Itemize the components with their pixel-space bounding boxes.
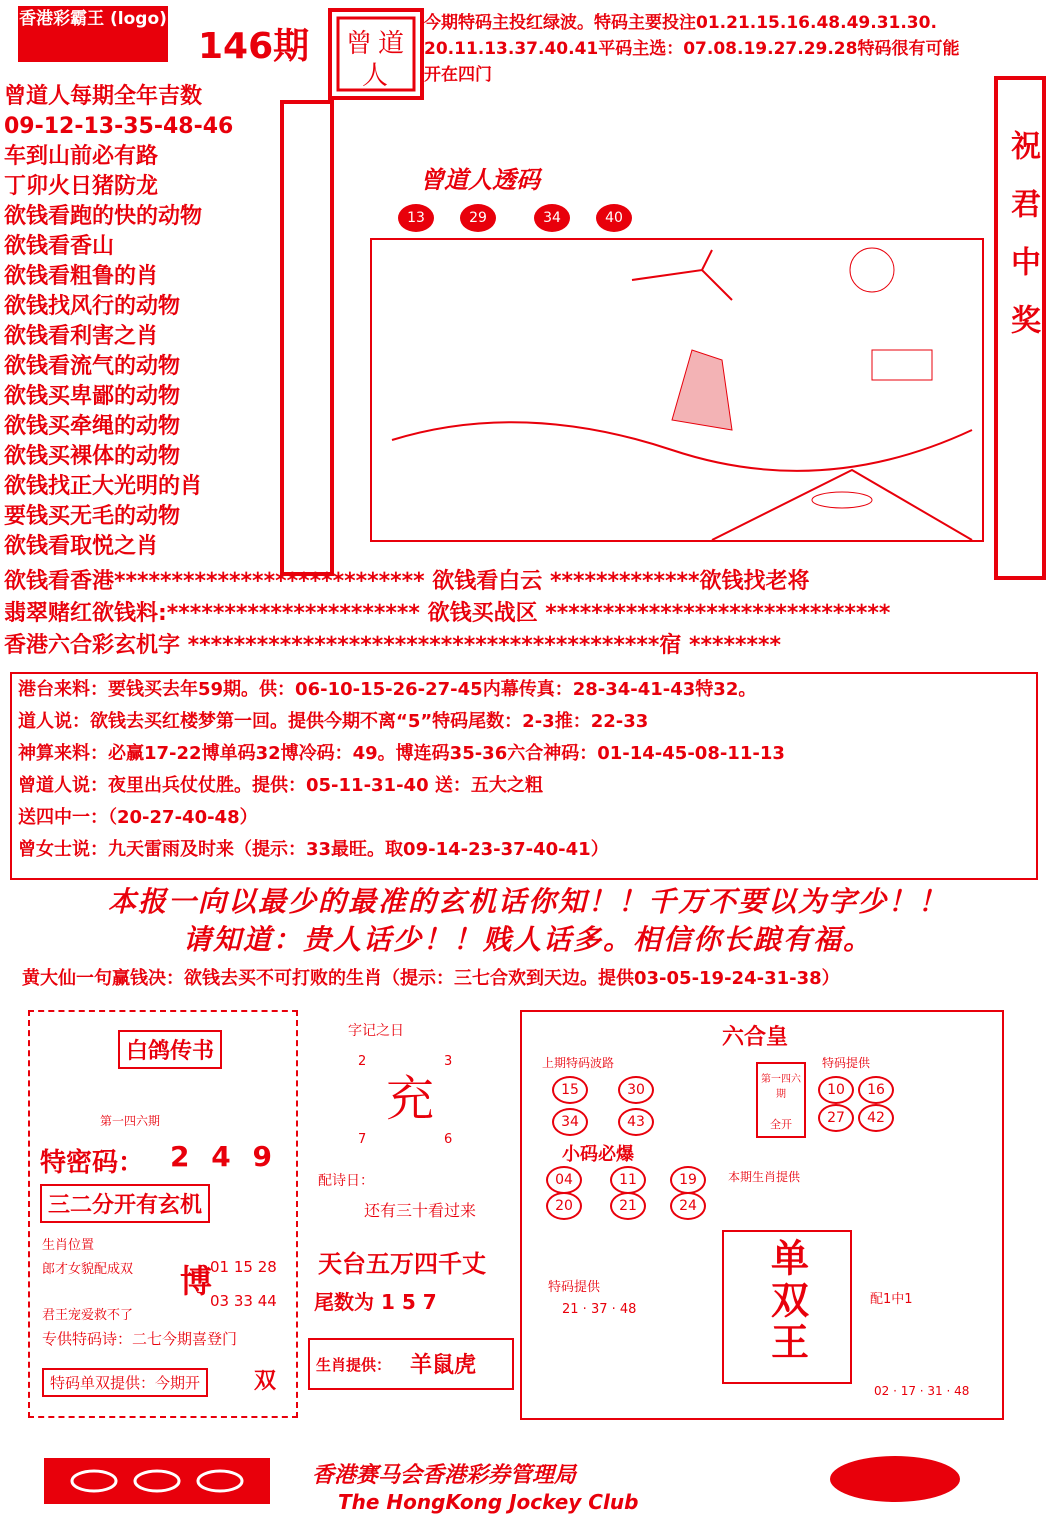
last-ball: 34 [552,1108,588,1136]
panel-left-title: 白鸽传书 [118,1030,222,1069]
last-ball: 30 [618,1076,654,1104]
hint-line: 要钱买无毛的动物 [4,504,181,529]
hint-line: 欲钱看取悦之肖 [4,534,159,559]
info-box [10,672,1038,880]
hint-line: 09-12-13-35-48-46 [4,114,234,139]
poem-line: 郎才女貌配成双 [42,1262,134,1277]
big-character: 充 [386,1071,435,1127]
slogan-line: 请知道：贵人话少！！贱人话多。相信你长踉有福。 [182,923,873,956]
last-ball: 43 [618,1108,654,1136]
special-ball: 16 [858,1076,894,1104]
special-ball: 27 [818,1104,854,1132]
odd-even-value: 双 [254,1369,277,1394]
corner-number: 7 [358,1132,367,1147]
slogan-line: 本报一向以最少的最准的玄机话你知！！千万不要以为字少！！ [107,885,948,918]
lucky-ball: 40 [596,204,632,232]
svg-text:道: 道 [378,29,405,59]
cloud-pattern-icon [44,1458,270,1504]
hint-line: 欲钱看香山 [4,234,115,259]
hint-line: 丁卯火日猪防龙 [4,174,159,199]
middle-hint-lines [4,566,1044,662]
number-row: 03 33 44 [210,1292,277,1310]
tail-number: 尾数为 1 5 7 [314,1290,437,1314]
corner-number: 2 [358,1054,367,1069]
last-issue-label: 上期特码波路 [542,1056,615,1070]
logo-text: 香港彩霸王 (logo) [19,9,167,29]
panel-right [520,1010,1004,1420]
landscape-illustration-icon [372,240,982,540]
info-line: 送四中一：（20-27-40-48） [18,807,258,828]
status-text: 全开 [770,1118,792,1131]
hint-line: 欲钱买卑鄙的动物 [4,384,181,409]
panel-left [28,1010,298,1418]
sp-label: 特码提供 [548,1280,601,1295]
special-code-numbers: 2 4 9 [170,1140,278,1173]
seal-stamp [328,8,424,100]
big-line: 天台五万四千丈 [318,1250,486,1278]
info-line: 曾女士说：九天雷雨及时来（提示：33最旺。取09-14-23-37-40-41） [18,839,609,860]
hint-line: 欲钱看跑的快的动物 [4,204,203,229]
left-pillar [280,100,334,576]
info-line: 曾道人说：夜里出兵仗仗胜。提供：05-11-31-40 送：五大之粗 [18,775,543,796]
footer-en: The HongKong Jockey Club [338,1490,639,1514]
newspaper-logo [18,6,168,62]
corner-number: 6 [444,1132,453,1147]
panel-right-title: 六合皇 [722,1025,789,1050]
corner-number: 3 [444,1054,453,1069]
lucky-ball: 34 [534,204,570,232]
number-row: 01 15 28 [210,1258,277,1276]
bottom-numbers: 02 · 17 · 31 · 48 [874,1384,970,1398]
seal-icon [332,12,420,96]
day-label: 字记之日 [348,1023,404,1039]
headline-line: 20.11.13.37.40.41平码主选：07.08.19.27.29.28特码很有可能 [424,39,960,59]
small-ball: 19 [670,1166,706,1194]
mid-line: 香港六合彩玄机字 *****************************************宿 ******** [4,633,782,658]
lucky-ball: 13 [398,204,434,232]
special-ball: 42 [858,1104,894,1132]
small-ball: 20 [546,1192,582,1220]
panel-right-issue: 第一四六期 [761,1074,801,1100]
small-ball: 04 [546,1166,582,1194]
zodiac-label: 生肖提供： [316,1356,392,1374]
daxian-line: 黄大仙一句赢钱决：欲钱去买不可打败的生肖（提示：三七合欢到天边。提供03-05-19-24-31-38） [22,968,840,989]
single-double-text: 单双王 [764,1238,809,1364]
footer-emblem [44,1458,270,1504]
hot-zodiac-label: 本期生肖提供 [728,1170,801,1184]
info-line: 港台来料：要钱买去年59期。供：06-10-15-26-27-45内幕传真：28-34-41-43特32。 [18,679,757,700]
blessing-text: 祝君中奖 [1005,130,1040,362]
poem-text: 还有三十看过来 [364,1201,477,1220]
mid-line: 翡翠赌红欲钱料:********************** 欲钱买战区 ****************************** [4,601,891,626]
hint-line: 曾道人每期全年吉数 [4,84,203,109]
small-ball: 21 [610,1192,646,1220]
bo-char: 博 [180,1262,213,1300]
hint-line: 欲钱买牵绳的动物 [4,414,181,439]
info-line: 神算来料：必赢17-22博单码32博冷码：49。博连码35-36六合神码：01-14-45-08-11-13 [18,743,785,764]
odd-even-label: 特码单双提供：今期开 [42,1368,208,1397]
special-code-label: 特密码： [40,1148,145,1178]
svg-text:人: 人 [362,61,389,91]
last-ball: 15 [552,1076,588,1104]
small-ball: 24 [670,1192,706,1220]
headline [424,10,1044,88]
panel-left-issue: 第一四六期 [100,1114,161,1128]
hint-line: 欲钱看利害之肖 [4,324,159,349]
combo-label: 配1中1 [870,1292,913,1307]
hint-line: 欲钱看粗鲁的肖 [4,264,159,289]
panel-left-hint: 三二分开有玄机 [40,1184,210,1223]
hint-line: 欲钱找风行的动物 [4,294,181,319]
issue-box [756,1062,806,1138]
single-double-box [722,1230,852,1384]
hint-line: 欲钱买裸体的动物 [4,444,181,469]
issue-number: 146期 [198,26,310,67]
headline-line: 今期特码主投红绿波。特码主要投注01.21.15.16.48.49.31.30. [424,13,937,33]
panel-center [304,1014,516,1414]
hint-line: 车到山前必有路 [4,144,159,169]
hint-line: 欲钱找正大光明的肖 [4,474,203,499]
zodiac-box [308,1338,514,1390]
sp-numbers: 21 · 37 · 48 [562,1302,637,1317]
zodiac-value: 羊鼠虎 [410,1353,477,1378]
lucky-ball: 29 [460,204,496,232]
footer-oval-logo [830,1456,960,1502]
small-code-label: 小码必爆 [562,1144,634,1165]
special-send-line: 专供特码诗：二七今期喜登门 [42,1330,238,1348]
poem-line: 君王宠爱救不了 [42,1308,134,1323]
poem-label: 配诗日： [318,1173,374,1189]
special-label: 特码提供 [822,1056,871,1070]
illustration [370,238,984,542]
picture-title: 曾道人透码 [420,165,540,194]
left-hints-column [4,82,274,562]
footer-cn: 香港赛马会香港彩券管理局 [312,1462,577,1488]
small-ball: 11 [610,1166,646,1194]
special-ball: 10 [818,1076,854,1104]
headline-line: 开在四门 [424,65,492,85]
hint-line: 欲钱看流气的动物 [4,354,181,379]
mid-line: 欲钱看香港*************************** 欲钱看白云 *************欲钱找老将 [4,569,810,594]
zodiac-position-label: 生肖位置 [42,1238,95,1253]
svg-text:曾: 曾 [346,29,373,59]
info-line: 道人说：欲钱去买红楼梦第一回。提供今期不离“5”特码尾数：2-3推：22-33 [18,711,649,732]
